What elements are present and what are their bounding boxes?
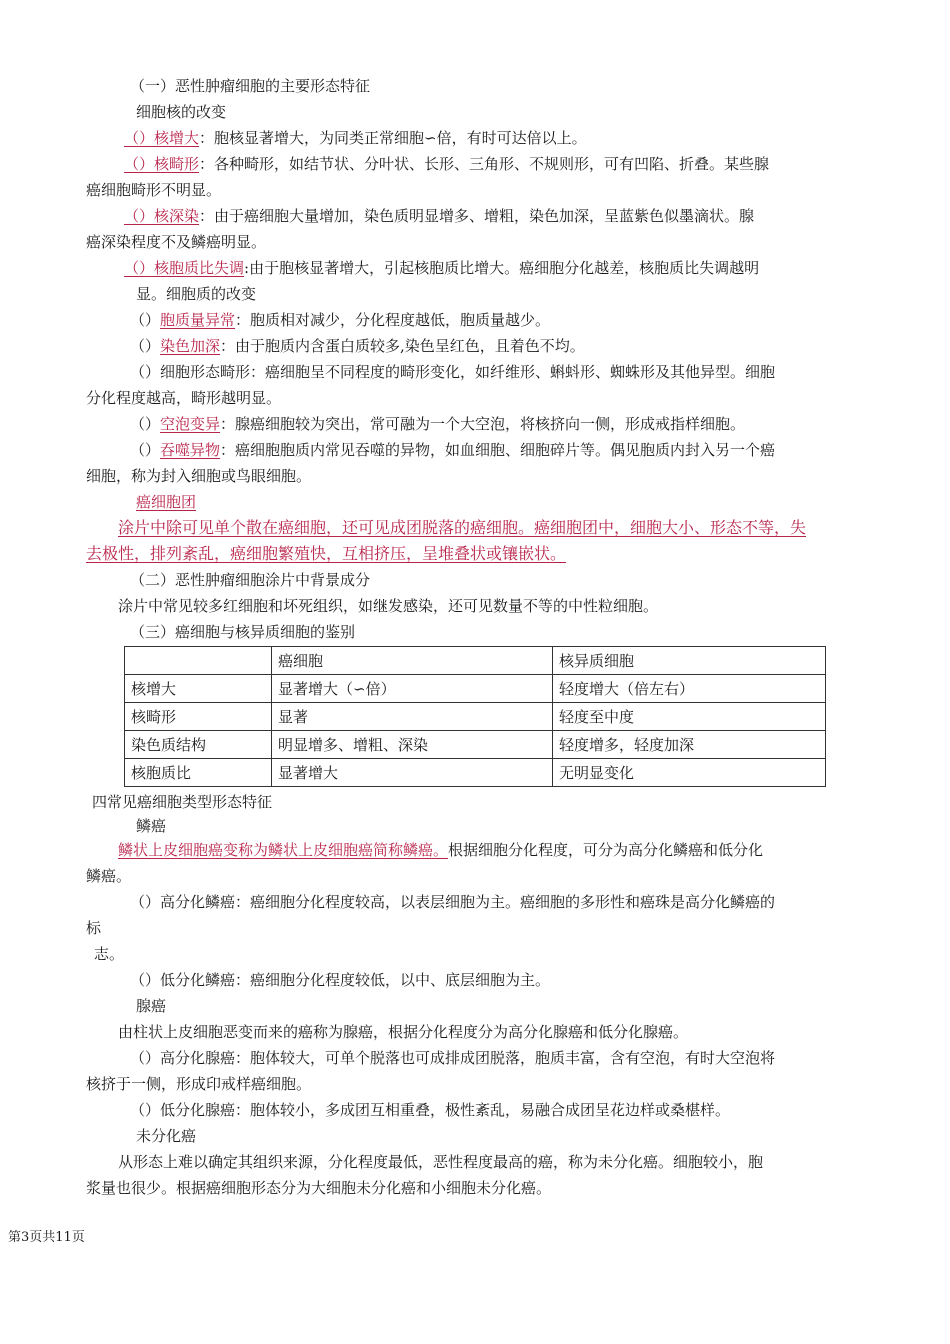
squamous-definition-highlight: 鳞状上皮细胞癌变称为鳞状上皮细胞癌简称鳞癌。: [118, 841, 449, 859]
item-continuation: 浆量也很少。根据癌细胞形态分为大细胞未分化癌和小细胞未分化癌。: [86, 1179, 552, 1197]
undiff-text: 从形态上难以确定其组织来源，分化程度最低，恶性程度最高的癌，称为未分化癌。细胞较小，胞: [118, 1153, 764, 1171]
item-continuation: 鳞癌。: [86, 867, 132, 885]
table-cell: 核胞质比: [125, 759, 272, 787]
cytoplasm-item: [130, 336, 585, 356]
item-prefix: （）: [130, 441, 161, 459]
term-label: （）核胞质比失调: [124, 259, 245, 277]
adeno-high: （）高分化腺癌：胞体较大，可单个脱落也可成排成团脱落，胞质丰富，含有空泡，有时大空泡将: [130, 1049, 776, 1067]
item-continuation: 志。: [94, 945, 125, 963]
table-cell: 染色质结构: [125, 731, 272, 759]
squamous-low: （）低分化鳞癌：癌细胞分化程度较低，以中、底层细胞为主。: [130, 971, 551, 989]
section-2-title: （二）恶性肿瘤细胞涂片中背景成分: [130, 571, 371, 589]
nucleus-item: [124, 128, 587, 148]
term-label: 染色加深: [160, 337, 221, 355]
table-cell: 显著: [272, 703, 553, 731]
squamous-definition: [118, 840, 763, 860]
table-cell: 癌细胞: [272, 647, 553, 675]
item-text: ：由于胞质内含蛋白质较多,染色呈红色，且着色不均。: [220, 337, 585, 355]
section-3-title: （三）癌细胞与核异质细胞的鉴别: [130, 623, 356, 641]
item-continuation: 癌深染程度不及鳞癌明显。: [86, 233, 267, 251]
squamous-high: （）高分化鳞癌：癌细胞分化程度较高，以表层细胞为主。癌细胞的多形性和癌珠是高分化鳞癌的: [130, 893, 776, 911]
table-cell: 显著增大（∽倍）: [272, 675, 553, 703]
comparison-table: [124, 646, 826, 787]
page-footer: 第3页共11页: [8, 1230, 85, 1245]
item-text: ：由于癌细胞大量增加，染色质明显增多、增粗，染色加深，呈蓝紫色似墨滴状。腺: [199, 207, 755, 225]
adeno-low: （）低分化腺癌：胞体较小，多成团互相重叠，极性紊乱，易融合成团呈花边样或桑椹样。: [130, 1101, 731, 1119]
item-text: ：癌细胞胞质内常见吞噬的异物，如血细胞、细胞碎片等。偶见胞质内封入另一个癌: [220, 441, 776, 459]
squamous-heading: 鳞癌: [136, 817, 167, 835]
term-label: （）核深染: [124, 207, 200, 225]
item-text: 细胞形态畸形：癌细胞呈不同程度的畸形变化，如纤维形、蝌蚪形、蜘蛛形及其他异型。细胞: [160, 363, 776, 381]
nucleus-item: [124, 258, 759, 278]
table-cell: 轻度至中度: [553, 703, 826, 731]
item-continuation: 分化程度越高，畸形越明显。: [86, 389, 282, 407]
table-header-row: [125, 647, 826, 675]
table-cell: 轻度增大（倍左右）: [553, 675, 826, 703]
item-prefix: （）: [130, 415, 161, 433]
section-2-text: 涂片中常见较多红细胞和坏死组织，如继发感染，还可见数量不等的中性粒细胞。: [118, 597, 659, 615]
table-row: [125, 675, 826, 703]
squamous-definition-text: 根据细胞分化程度，可分为高分化鳞癌和低分化: [448, 841, 764, 859]
cytoplasm-item: [130, 362, 775, 382]
term-label: （）核增大: [124, 129, 200, 147]
term-label: （）核畸形: [124, 155, 200, 173]
table-cell: 显著增大: [272, 759, 553, 787]
cluster-text-line-1: 涂片中除可见单个散在癌细胞，还可见成团脱落的癌细胞。癌细胞团中，细胞大小、形态不等，失: [118, 518, 807, 537]
cytoplasm-item: [130, 440, 775, 460]
table-cell: [125, 647, 272, 675]
table-row: [125, 731, 826, 759]
table-cell: 核畸形: [125, 703, 272, 731]
table-cell: 无明显变化: [553, 759, 826, 787]
item-text: ：胞核显著增大，为同类正常细胞∽倍，有时可达倍以上。: [199, 129, 587, 147]
cytoplasm-item: [130, 414, 745, 434]
table-row: [125, 759, 826, 787]
item-prefix: （）: [130, 337, 161, 355]
item-continuation: 癌细胞畸形不明显。: [86, 181, 222, 199]
table-cell: 明显增多、增粗、深染: [272, 731, 553, 759]
item-continuation: 细胞，称为封入细胞或鸟眼细胞。: [86, 467, 312, 485]
item-continuation: 核挤于一侧，形成印戒样癌细胞。: [86, 1075, 312, 1093]
section-1-title: （一）恶性肿瘤细胞的主要形态特征: [130, 77, 371, 95]
item-prefix: （）: [130, 311, 161, 329]
undiff-heading: 未分化癌: [136, 1127, 197, 1145]
cytoplasm-item: [130, 310, 550, 330]
item-text: ：胞质相对减少，分化程度越低，胞质量越少。: [235, 311, 551, 329]
item-text: :由于胞核显著增大，引起核胞质比增大。癌细胞分化越差，核胞质比失调越明: [244, 259, 760, 277]
table-cell: 轻度增多，轻度加深: [553, 731, 826, 759]
table-cell: 核异质细胞: [553, 647, 826, 675]
section-4-title: 四常见癌细胞类型形态特征: [92, 793, 273, 811]
nucleus-item: [124, 206, 754, 226]
item-prefix: （）: [130, 363, 161, 381]
nucleus-item: [124, 154, 769, 174]
item-text: ：腺癌细胞较为突出，常可融为一个大空泡，将核挤向一侧，形成戒指样细胞。: [220, 415, 746, 433]
table-cell: 核增大: [125, 675, 272, 703]
cluster-heading: 癌细胞团: [136, 493, 197, 511]
item-continuation: 显。细胞质的改变: [136, 285, 257, 303]
term-label: 胞质量异常: [160, 311, 236, 329]
term-label: 空泡变异: [160, 415, 221, 433]
item-text: ：各种畸形，如结节状、分叶状、长形、三角形、不规则形，可有凹陷、折叠。某些腺: [199, 155, 770, 173]
table-row: [125, 703, 826, 731]
adeno-text: 由柱状上皮细胞恶变而来的癌称为腺癌，根据分化程度分为高分化腺癌和低分化腺癌。: [118, 1023, 689, 1041]
cluster-text-line-2: 去极性，排列紊乱，癌细胞繁殖快，互相挤压，呈堆叠状或镶嵌状。: [86, 544, 567, 563]
term-label: 吞噬异物: [160, 441, 221, 459]
nucleus-heading: 细胞核的改变: [136, 103, 227, 121]
adeno-heading: 腺癌: [136, 997, 167, 1015]
item-continuation: 标: [86, 919, 102, 937]
